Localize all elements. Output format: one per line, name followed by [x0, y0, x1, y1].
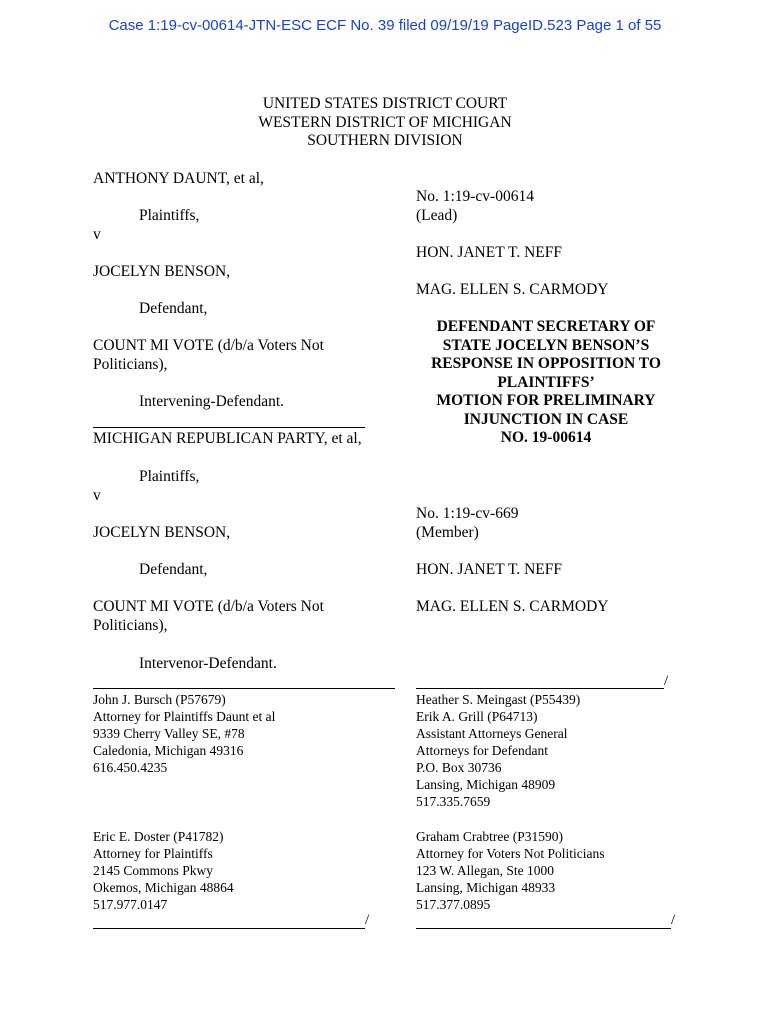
closing-slash-left: / — [365, 912, 370, 928]
counsel-line: Graham Crabtree (P31590) — [416, 829, 563, 844]
counsel-meingast-grill — [416, 691, 580, 810]
lead-magistrate: MAG. ELLEN S. CARMODY — [416, 281, 609, 298]
court-district: WESTERN DISTRICT OF MICHIGAN — [258, 113, 512, 131]
closing-divider-right — [416, 928, 671, 929]
counsel-line: Assistant Attorneys General — [416, 726, 568, 741]
counsel-line: Lansing, Michigan 48933 — [416, 880, 556, 895]
defendant-role-2: Defendant, — [139, 561, 208, 578]
lead-judge: HON. JANET T. NEFF — [416, 244, 562, 261]
counsel-line: 9339 Cherry Valley SE, #78 — [93, 726, 245, 741]
counsel-bursch — [93, 691, 275, 776]
defendant-name-2: JOCELYN BENSON, — [93, 524, 231, 541]
document-title — [413, 318, 679, 448]
ecf-header-stamp: Case 1:19-cv-00614-JTN-ESC ECF No. 39 filed 09/19/19 PageID.523 Page 1 of 55 — [108, 17, 662, 34]
title-line: DEFENDANT SECRETARY OF — [436, 318, 656, 335]
intervening-defendant-role: Intervening-Defendant. — [139, 393, 285, 410]
counsel-divider-right — [416, 688, 664, 689]
title-line: STATE JOCELYN BENSON’S — [442, 336, 650, 354]
counsel-line: 517.335.7659 — [416, 794, 491, 809]
plaintiff-name-mrp: MICHIGAN REPUBLICAN PARTY, et al, — [93, 430, 362, 447]
closing-divider-left — [93, 928, 365, 929]
member-case-designation: (Member) — [416, 524, 479, 541]
counsel-line: Attorney for Plaintiffs — [93, 846, 213, 861]
intervenor-name-1-line1: COUNT MI VOTE (d/b/a Voters Not — [93, 337, 324, 354]
plaintiffs-role-1: Plaintiffs, — [139, 207, 200, 224]
counsel-line: Okemos, Michigan 48864 — [93, 880, 234, 895]
court-heading — [0, 95, 770, 151]
counsel-line: Erik A. Grill (P64713) — [416, 709, 538, 724]
member-judge: HON. JANET T. NEFF — [416, 561, 562, 578]
title-line: RESPONSE IN OPPOSITION TO — [431, 355, 661, 372]
counsel-divider-slash-right: / — [664, 673, 669, 689]
counsel-line: Heather S. Meingast (P55439) — [416, 692, 581, 707]
court-name: UNITED STATES DISTRICT COURT — [262, 95, 508, 112]
versus-1: v — [93, 226, 101, 243]
counsel-line: P.O. Box 30736 — [416, 760, 502, 775]
intervenor-name-1-line2: Politicians), — [93, 356, 168, 373]
counsel-doster — [93, 828, 234, 913]
versus-2: v — [93, 487, 101, 504]
member-magistrate: MAG. ELLEN S. CARMODY — [416, 598, 609, 615]
counsel-line: 517.977.0147 — [93, 897, 168, 912]
counsel-line: John J. Bursch (P57679) — [93, 692, 226, 707]
title-line: PLAINTIFFS’ — [497, 373, 595, 391]
closing-slash-right: / — [671, 912, 676, 928]
intervenor-name-2-line2: Politicians), — [93, 617, 168, 634]
counsel-line: 2145 Commons Pkwy — [93, 863, 214, 878]
intervenor-defendant-role: Intervenor-Defendant. — [139, 655, 277, 672]
title-line: NO. 19-00614 — [500, 429, 592, 446]
counsel-line: Attorney for Voters Not Politicians — [416, 846, 605, 861]
lead-case-number: No. 1:19-cv-00614 — [416, 188, 534, 205]
counsel-crabtree — [416, 828, 605, 913]
plaintiffs-role-2: Plaintiffs, — [139, 468, 200, 485]
lead-case-designation: (Lead) — [416, 207, 458, 224]
court-division: SOUTHERN DIVISION — [307, 132, 463, 149]
intervenor-name-2-line1: COUNT MI VOTE (d/b/a Voters Not — [93, 598, 324, 615]
member-case-number: No. 1:19-cv-669 — [416, 505, 519, 522]
counsel-line: Attorney for Plaintiffs Daunt et al — [93, 709, 276, 724]
title-line: INJUNCTION IN CASE — [463, 410, 629, 428]
counsel-divider-left — [93, 688, 395, 689]
counsel-line: Lansing, Michigan 48909 — [416, 777, 556, 792]
defendant-role-1: Defendant, — [139, 300, 208, 317]
defendant-name-1: JOCELYN BENSON, — [93, 263, 231, 280]
counsel-line: Attorneys for Defendant — [416, 743, 548, 758]
title-line: MOTION FOR PRELIMINARY — [436, 392, 656, 409]
plaintiff-name-daunt: ANTHONY DAUNT, et al, — [93, 170, 264, 187]
counsel-line: 123 W. Allegan, Ste 1000 — [416, 863, 554, 878]
counsel-line: 616.450.4235 — [93, 760, 168, 775]
counsel-line: 517.377.0895 — [416, 897, 491, 912]
counsel-line: Caledonia, Michigan 49316 — [93, 743, 244, 758]
caption-divider — [93, 427, 365, 428]
counsel-line: Eric E. Doster (P41782) — [93, 829, 224, 844]
